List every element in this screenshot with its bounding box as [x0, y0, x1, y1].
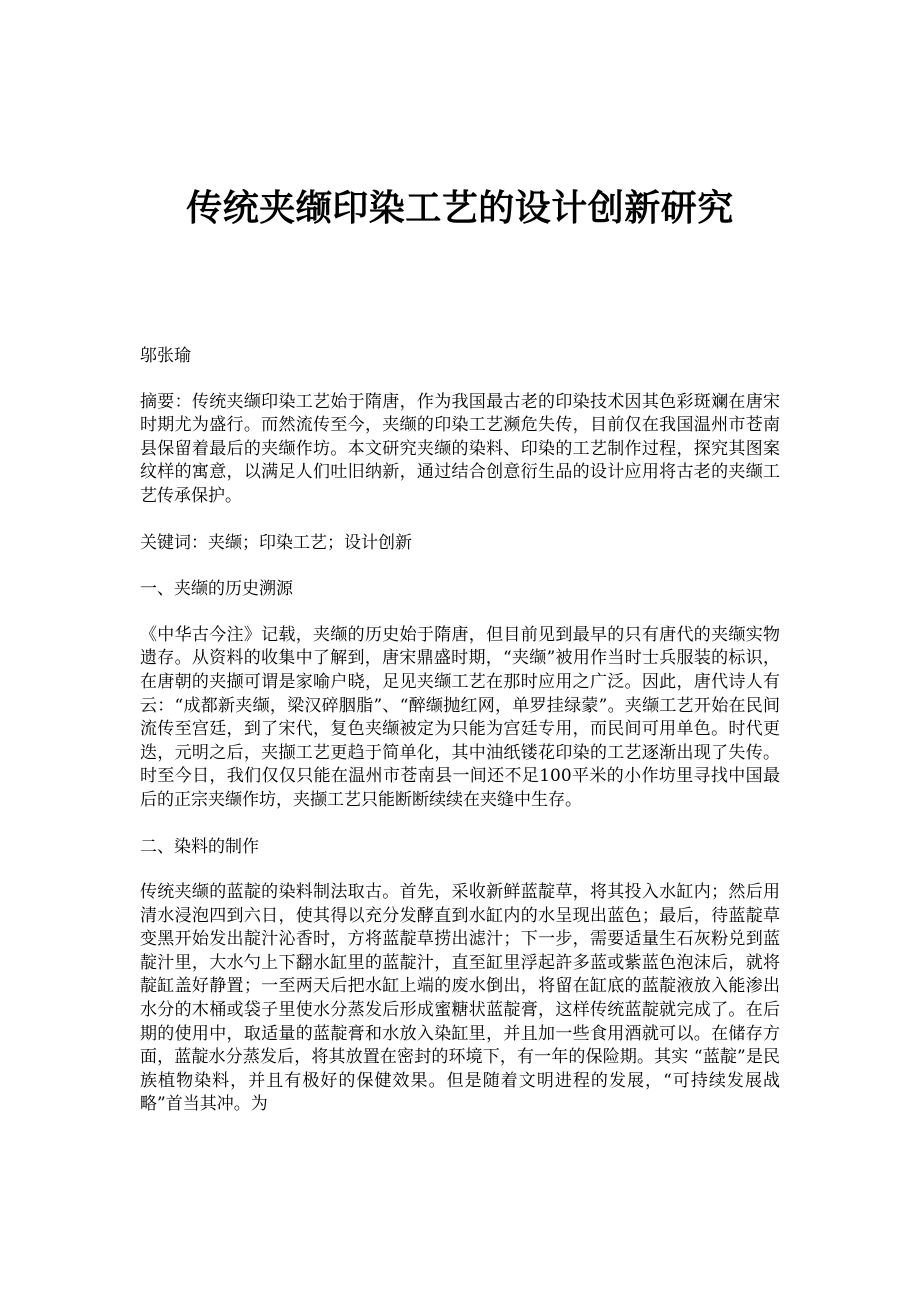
section-paragraph: 传统夹缬的蓝靛的染料制法取古。首先，采收新鲜蓝靛草，将其投入水缸内；然后用清水浸泡四到六日，使其得以充分发酵直到水缸内的水呈现出蓝色；最后，待蓝靛草变黑开始发出靛汁沁香时，方将蓝靛草捞出滤汁；下一步，需要适量生石灰粉兑到蓝靛汁里，大水勺上下翻水缸里的蓝靛汁，直至缸里浮起許多蓝或紫蓝色泡沫后，就将靛缸盖好静置；一至两天后把水缸上端的废水倒出，将留在缸底的蓝靛液放入能渗出水分的木桶或袋子里使水分蒸发后形成蜜糖状蓝靛膏，这样传统蓝靛就完成了。在后期的使用中，取适量的蓝靛膏和水放入染缸里，并且加一些食用酒就可以。在储存方面，蓝靛水分蒸发后，将其放置在密封的环境下，有一年的保险期。其实 “蓝靛”是民族植物染料，并且有极好的保健效果。但是随着文明进程的发展，“可持续发展战略”首当其冲。为: [140, 882, 780, 1115]
paper-title: 传统夹缬印染工艺的设计创新研究: [186, 187, 734, 229]
paper-body: [140, 345, 780, 1140]
section-heading: 二、染料的制作: [140, 836, 259, 857]
author-name: 邬张瑜: [140, 346, 191, 366]
section-paragraph: 《中华古今注》记载，夹缬的历史始于隋唐，但目前见到最早的只有唐代的夹缬实物遗存。从资料的收集中了解到，唐宋鼎盛时期，“夹缬”被用作当时士兵服装的标识，在唐朝的夹撷可谓是家喻户晓，足见夹缬工艺在那时应用之广泛。因此，唐代诗人有云：“成都新夹缬，梁汉碎胭脂”、“醉缬抛红网，单罗挂绿蒙”。夹缬工艺开始在民间流传至宫廷，到了宋代，复色夹缬被定为只能为宫廷专用，而民间可用单色。时代更迭，元明之后，夹撷工艺更趋于简单化，其中油纸镂花印染的工艺逐渐出现了失传。时至今日，我们仅仅只能在温州市苍南县一间还不足100平米的小作坊里寻找中国最后的正宗夹缬作坊，夹撷工艺只能断断续续在夹缝中生存。: [140, 624, 780, 810]
abstract-paragraph: 摘要：传统夹缬印染工艺始于隋唐，作为我国最古老的印染技术因其色彩斑斓在唐宋时期尤为盛行。而然流传至今，夹缬的印染工艺濒危失传，目前仅在我国温州市苍南县保留着最后的夹缬作坊。本文研究夹缬的染料、印染的工艺制作过程，探究其图案纹样的寓意，以满足人们吐旧纳新，通过结合创意衍生品的设计应用将古老的夹缬工艺传承保护。: [140, 391, 780, 506]
keywords-paragraph: 关键词：夹缬；印染工艺；设计创新: [140, 532, 412, 553]
section-heading: 一、夹缬的历史溯源: [140, 579, 293, 600]
